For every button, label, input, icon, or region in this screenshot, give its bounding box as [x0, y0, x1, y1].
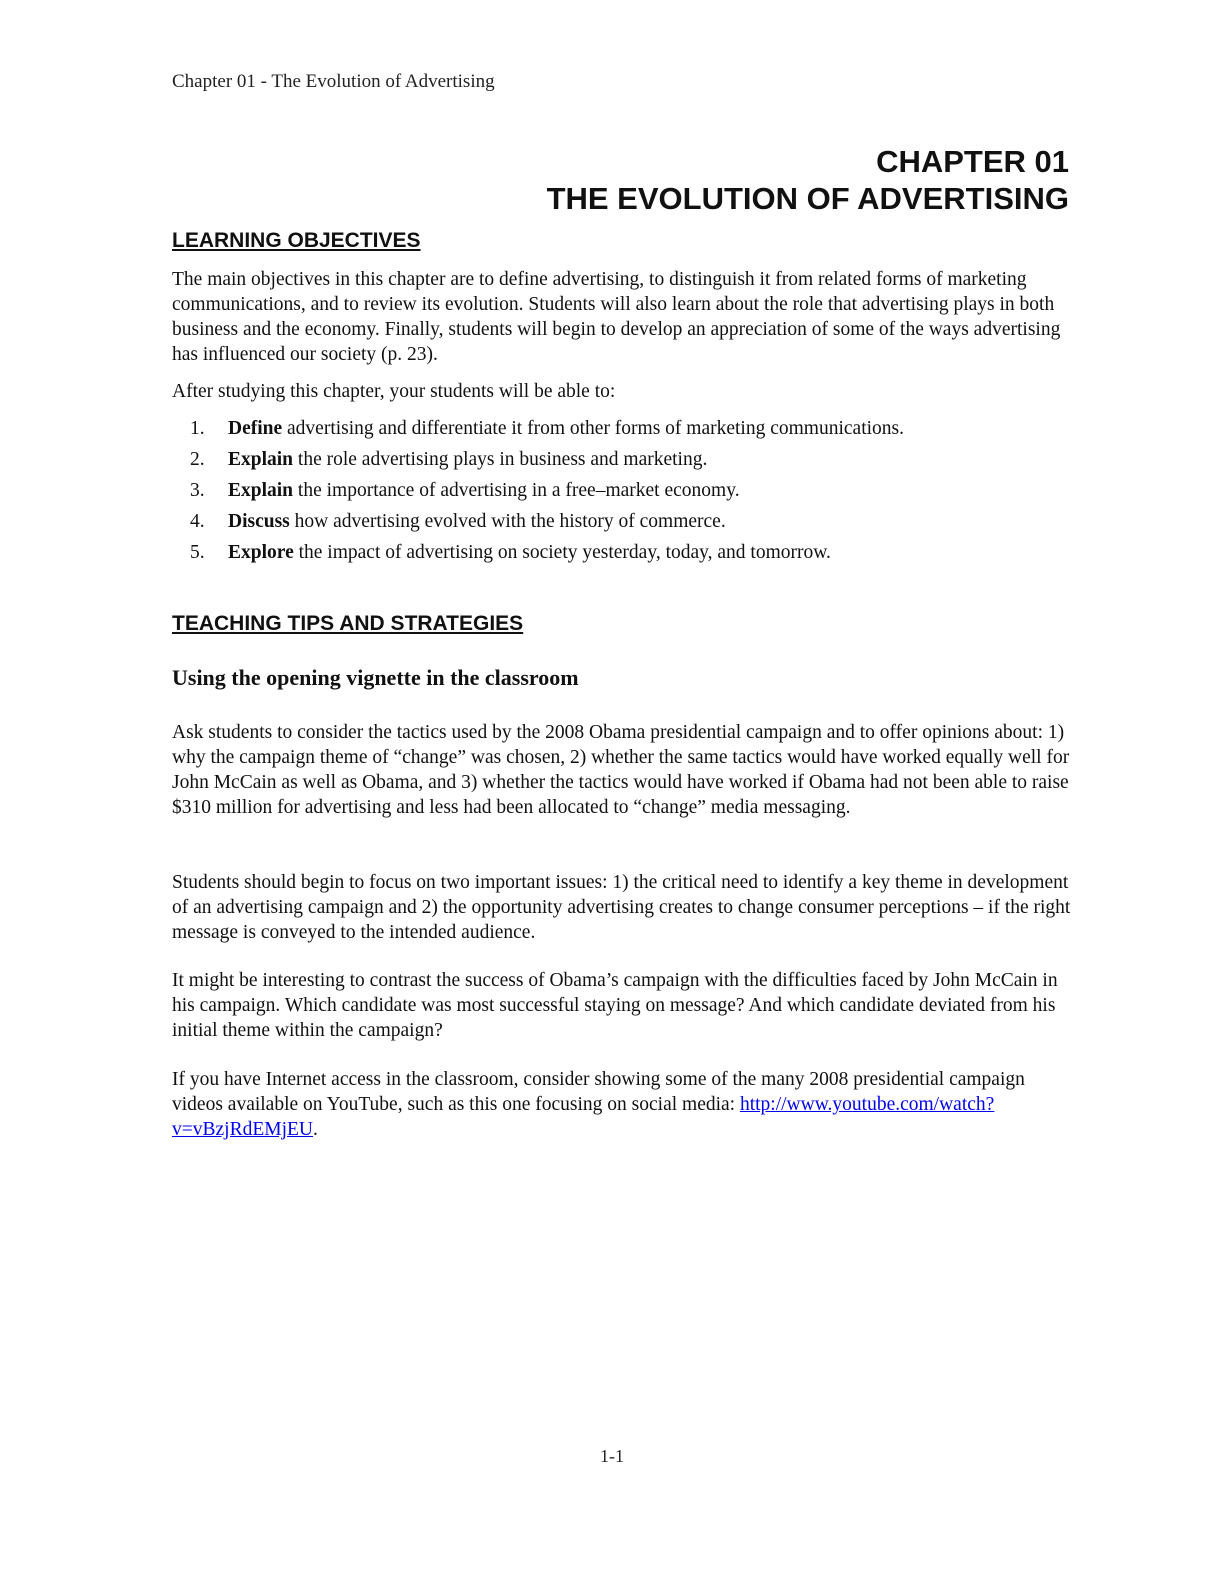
youtube-video-link[interactable]: http://www.youtube.com/watch?v=vBzjRdEMjEU: [172, 1094, 995, 1140]
objectives-lead-in: After studying this chapter, your students will be able to:: [172, 381, 616, 402]
objective-item: [172, 478, 1072, 509]
chapter-number: CHAPTER 01: [876, 144, 1069, 179]
paragraph-4-end: .: [313, 1119, 318, 1140]
paragraph-4-text: If you have Internet access in the classroom, consider showing some of the many 2008 presidential campaign videos available on YouTube, such as this one focusing on social media:: [172, 1069, 1025, 1115]
objective-text: advertising and differentiate it from other forms of marketing communications.: [282, 418, 904, 439]
objective-number: 2.: [190, 449, 205, 470]
objective-text: how advertising evolved with the history of commerce.: [289, 511, 726, 532]
vignette-paragraph-2: Students should begin to focus on two important issues: 1) the critical need to identify a key theme in development of an advertising campaign and 2) the opportunity advertising creates to change consumer perceptions – if the right message is conveyed to the intended audience.: [172, 872, 1071, 943]
objective-text: the importance of advertising in a free–market economy.: [293, 480, 740, 501]
objective-item: [172, 540, 1072, 571]
objective-number: 5.: [190, 542, 205, 563]
objective-text: the role advertising plays in business and marketing.: [293, 449, 708, 470]
vignette-paragraph-3: It might be interesting to contrast the success of Obama’s campaign with the difficulties faced by John McCain in his campaign. Which candidate was most successful staying on message? And which candidate deviated from his initial theme within the campaign?: [172, 970, 1058, 1041]
objective-verb: Discuss: [228, 511, 290, 532]
vignette-paragraph-1: Ask students to consider the tactics used by the 2008 Obama presidential campaign and to offer opinions about: 1) why the campaign theme of “change” was chosen, 2) whether the same tactics would have worked equally well for John McCain as well as Obama, and 3) whether the tactics would have worked if Obama had not been able to raise $310 million for advertising and less had been allocated to “change” media messaging.: [172, 722, 1070, 818]
objective-item: [172, 447, 1072, 478]
teaching-tips-heading: TEACHING TIPS AND STRATEGIES: [172, 612, 524, 635]
chapter-name: THE EVOLUTION OF ADVERTISING: [546, 181, 1069, 216]
objective-number: 4.: [190, 511, 205, 532]
learning-objectives-heading: LEARNING OBJECTIVES: [172, 229, 421, 252]
objective-item: [172, 416, 1072, 447]
objective-item: [172, 509, 1072, 540]
objectives-list: [172, 416, 1072, 571]
running-header: Chapter 01 - The Evolution of Advertising: [172, 71, 495, 92]
objective-verb: Explain: [228, 480, 294, 501]
objective-verb: Explore: [228, 542, 294, 563]
page-number: 1-1: [600, 1446, 624, 1466]
objective-number: 3.: [190, 480, 205, 501]
objective-number: 1.: [190, 418, 205, 439]
objectives-intro-paragraph: The main objectives in this chapter are to define advertising, to distinguish it from related forms of marketing communications, and to review its evolution. Students will also learn about the role that advertising plays in both business and the economy. Finally, students will begin to develop an appreciation of some of the ways advertising has influenced our society (p. 23).: [172, 269, 1061, 365]
vignette-paragraph-4: [172, 1067, 1072, 1142]
objective-text: the impact of advertising on society yesterday, today, and tomorrow.: [293, 542, 831, 563]
objective-verb: Define: [228, 418, 283, 439]
objective-verb: Explain: [228, 449, 294, 470]
chapter-title: [547, 143, 1069, 217]
opening-vignette-subheading: Using the opening vignette in the classroom: [172, 665, 579, 690]
